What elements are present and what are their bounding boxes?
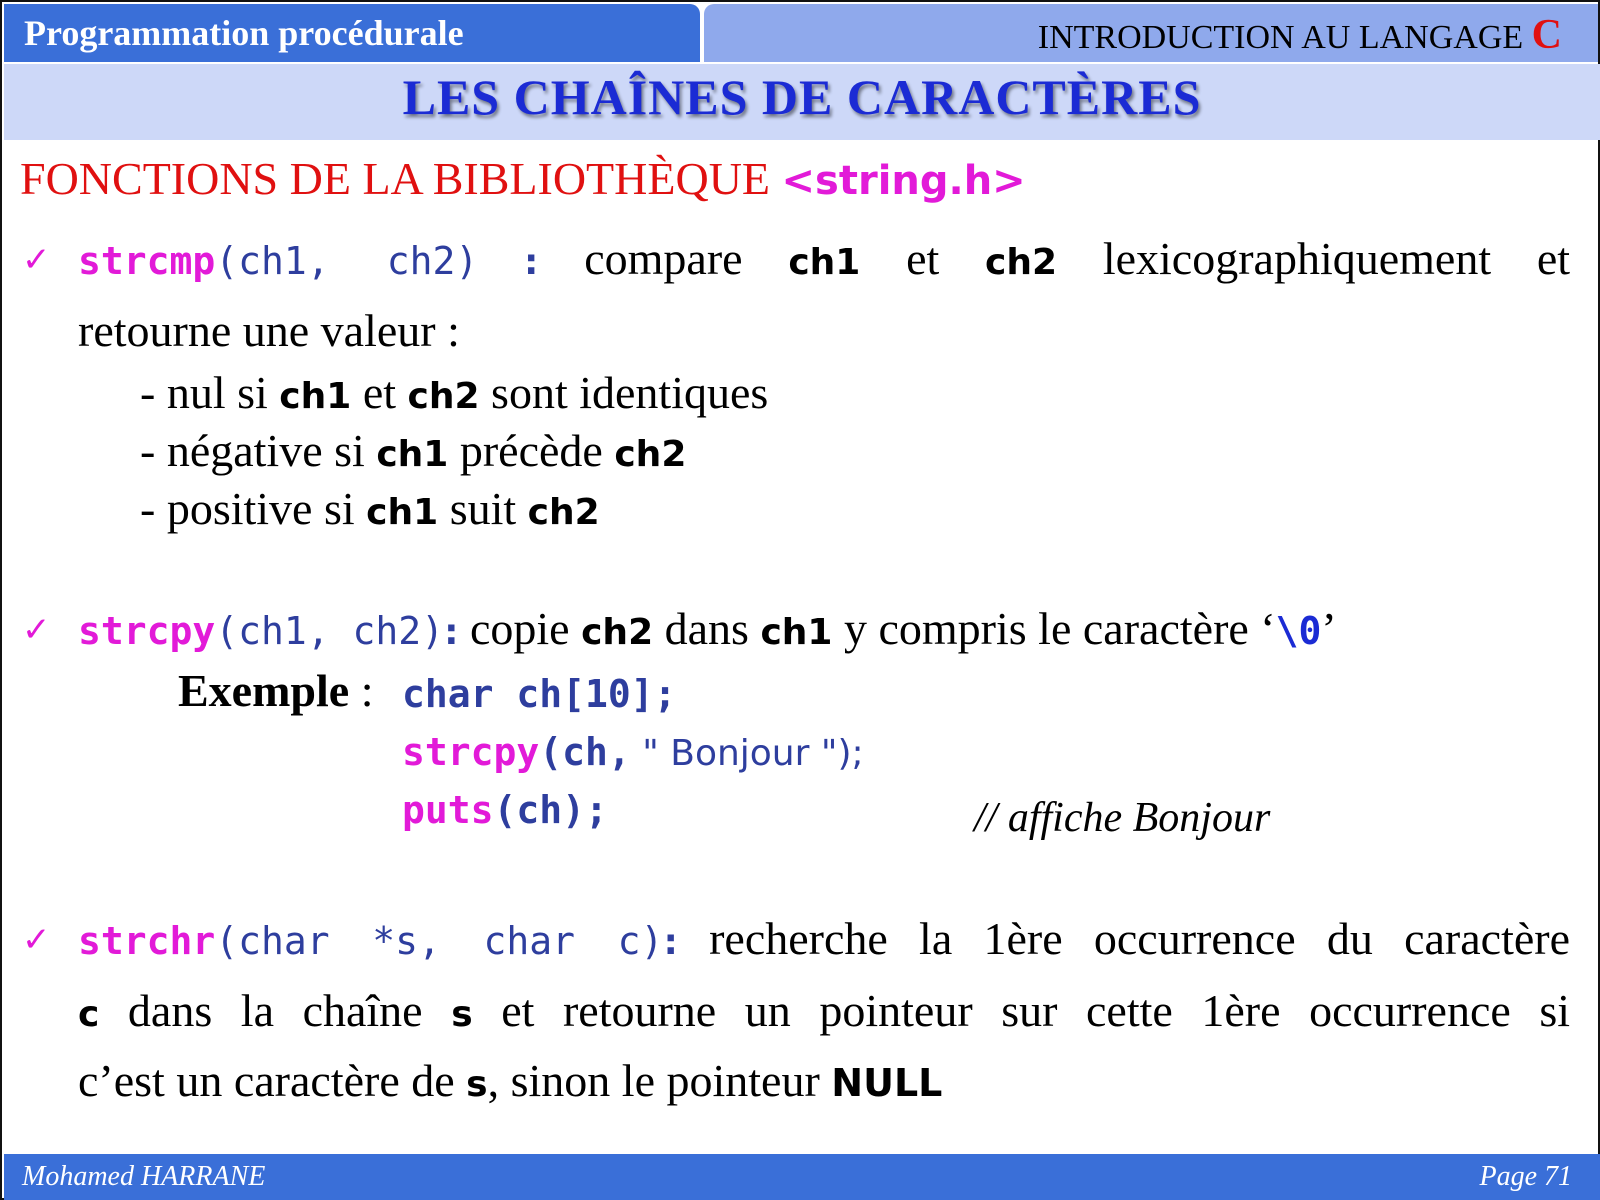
strcmp-signature (78, 239, 478, 283)
check-mark-icon: ✓ (22, 920, 51, 960)
item-text: - nul si (140, 367, 268, 418)
code-fn: puts (402, 788, 494, 832)
item-text: - positive si (140, 483, 355, 534)
strcmp-word-compare: compare (584, 233, 743, 284)
strcmp-word-et2: et (1536, 233, 1571, 284)
strchr-text: dans la chaîne (127, 985, 423, 1036)
section-text: FONCTIONS DE LA BIBLIOTHÈQUE (20, 153, 771, 204)
footer (4, 1154, 1600, 1200)
strchr-line-1 (78, 912, 1570, 965)
strchr-text: c’est un caractère de (78, 1055, 455, 1106)
code-fn: strcpy (402, 730, 540, 774)
strcpy-signature (78, 609, 444, 653)
strcmp-item-negative (140, 424, 686, 477)
strcmp-args: (ch1, ch2) (215, 239, 479, 283)
page-number: Page 71 (1479, 1161, 1572, 1192)
strchr-signature (78, 919, 663, 963)
strcmp-line (78, 232, 1570, 285)
example-label: Exemple (178, 665, 350, 716)
strchr-s: s (451, 994, 473, 1035)
code-end: ); (837, 733, 864, 774)
check-mark-icon: ✓ (22, 240, 51, 280)
section-heading (20, 152, 1026, 205)
item-text: et (362, 367, 397, 418)
check-mark-icon: ✓ (22, 610, 51, 650)
code-line-3 (402, 788, 608, 832)
example-colon: : (360, 665, 374, 716)
strcpy-text: dans (664, 603, 749, 654)
code-line-1 (402, 672, 677, 716)
item-ch2: ch2 (527, 492, 600, 533)
strchr-args: (char *s, char c) (215, 919, 664, 963)
strcmp-line2: retourne une valeur : (78, 305, 460, 356)
strcmp-fn: strcmp (78, 239, 216, 283)
strcpy-ch2: ch2 (581, 612, 654, 653)
strchr-line-3 (78, 1054, 942, 1107)
item-ch2: ch2 (407, 376, 480, 417)
strcpy-fn: strcpy (78, 609, 216, 653)
item-ch1: ch1 (376, 434, 449, 475)
null-keyword: NULL (831, 1061, 943, 1105)
strcmp-word-et: et (906, 233, 940, 284)
course-title: Programmation procédurale (4, 4, 700, 62)
strcpy-line (78, 602, 1337, 655)
strchr-c: c (78, 994, 100, 1035)
strcmp-ch1: ch1 (788, 242, 861, 283)
null-char: \0 (1275, 609, 1322, 653)
chapter-title (704, 4, 1598, 62)
item-ch1: ch1 (366, 492, 439, 533)
chapter-prefix: INTRODUCTION AU LANGAGE (1037, 19, 1524, 56)
strchr-text: , sinon le pointeur (487, 1055, 820, 1106)
strcmp-word-lexico: lexicographiquement (1102, 233, 1492, 284)
strchr-line-2 (78, 984, 1570, 1037)
chapter-letter: C (1531, 12, 1562, 58)
item-ch2: ch2 (614, 434, 687, 475)
strchr-colon: : (663, 922, 678, 963)
strcmp-ch2: ch2 (985, 242, 1058, 283)
code-args: (ch); (493, 788, 608, 832)
slide-title: LES CHAÎNES DE CARACTÈRES (4, 64, 1600, 140)
code-comment: // affiche Bonjour (974, 795, 1271, 841)
item-text: suit (449, 483, 517, 534)
strcpy-text: ’ (1321, 603, 1337, 654)
item-text: précède (459, 425, 603, 476)
strcpy-ch1: ch1 (760, 612, 833, 653)
author: Mohamed HARRANE (22, 1161, 266, 1192)
strcpy-colon: : (444, 612, 459, 653)
item-ch1: ch1 (279, 376, 352, 417)
strcmp-item-positive (140, 482, 600, 535)
strcpy-text: y compris le caractère ‘ (843, 603, 1276, 654)
code-args: (ch, (539, 730, 631, 774)
strchr-fn: strchr (78, 919, 216, 963)
strcpy-text: copie (469, 603, 570, 654)
strchr-text: et retourne un pointeur sur cette 1ère occurrence si (501, 985, 1571, 1036)
item-text: sont identiques (491, 367, 769, 418)
include-header: <string.h> (781, 158, 1026, 204)
code-line-2 (402, 730, 864, 774)
strcpy-args: (ch1, ch2) (215, 609, 445, 653)
strchr-s: s (466, 1064, 488, 1105)
example-label-line (178, 664, 373, 717)
strcmp-colon: : (524, 242, 539, 283)
strchr-text: recherche la 1ère occurrence du caractère (709, 913, 1571, 964)
code-decl: char ch[10]; (402, 672, 677, 716)
code-string: " Bonjour " (630, 733, 838, 774)
strcmp-item-null (140, 366, 768, 419)
item-text: - négative si (140, 425, 365, 476)
